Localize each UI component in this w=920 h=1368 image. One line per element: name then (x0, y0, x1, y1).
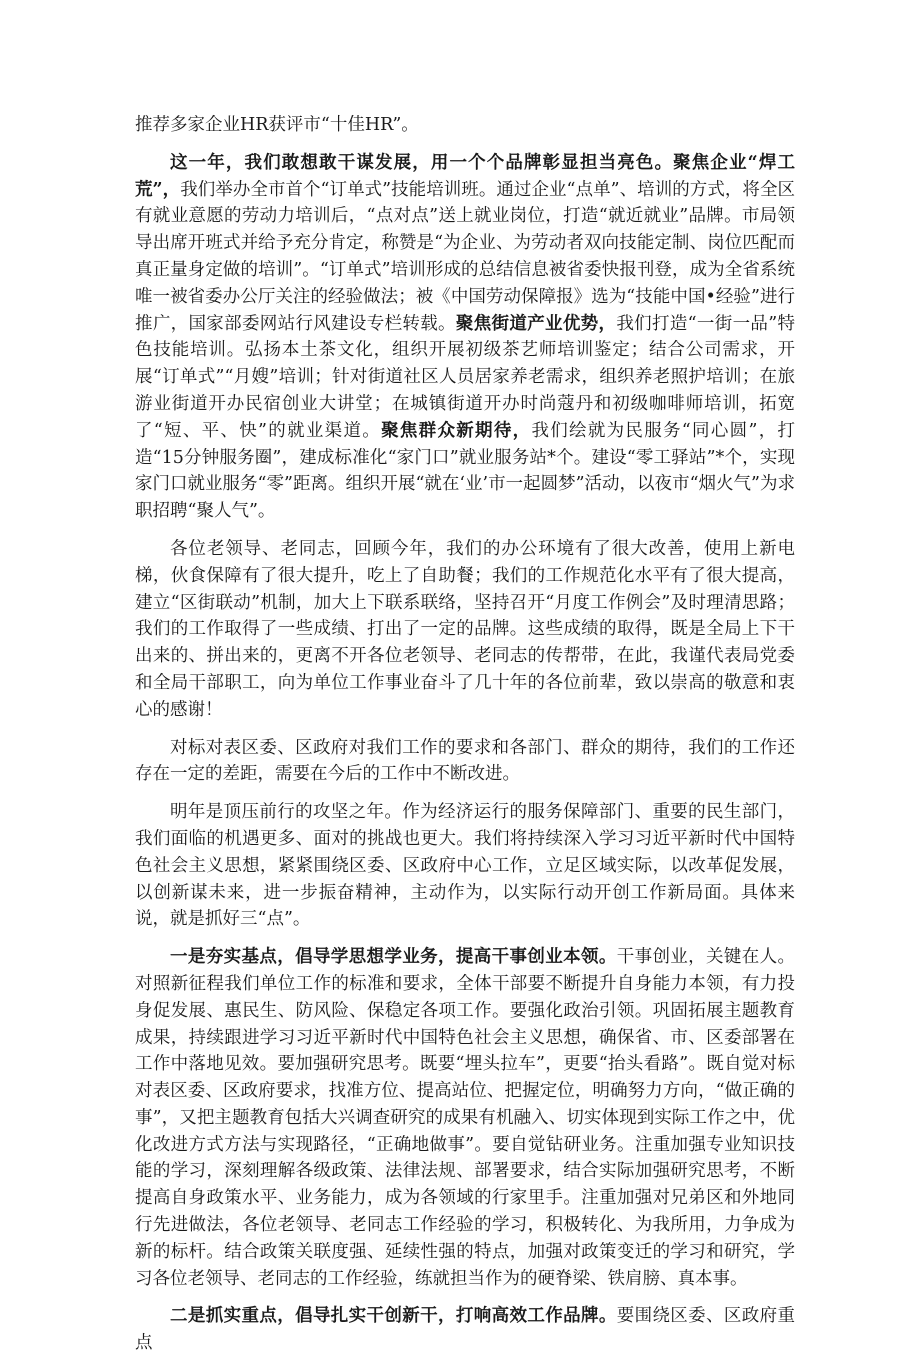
paragraph-7 (135, 1303, 795, 1357)
paragraph-4 (135, 735, 795, 789)
bold-heading-run: 这一年，我们敢想敢干谋发展，用一个个品牌彰显担当亮色。聚焦企业“焊工荒”， (135, 152, 795, 200)
text-run: 我们绘就为民服务“同心圆”，打造“15分钟服务圈”，建成标准化“家门口”就业服务站*个。建设“零工驿站”*个，实现家门口就业服务“零”距离。组织开展“就在‘业’市一起圆梦”活动，以夜市“烟火气”为求职招聘“聚人气”。 (135, 420, 795, 522)
text-run: 明年是顶压前行的攻坚之年。作为经济运行的服务保障部门、重要的民生部门，我们面临的机遇更多、面对的挑战也更大。我们将持续深入学习习近平新时代中国特色社会主义思想，紧紧围绕区委、区政府中心工作，立足区域实际，以改革促发展，以创新谋未来，进一步振奋精神，主动作为，以实际行动开创工作新局面。具体来说，就是抓好三“点”。 (135, 802, 795, 930)
text-run: 我们打造“一街一品”特色技能培训。弘扬本土茶文化，组织开展初级茶艺师培训鉴定；结合公司需求，开展“订单式”“月嫂”培训；针对街道社区人员居家养老需求，组织养老照护培训；在旅游业街道开办民宿创业大讲堂；在城镇街道开办时尚蔻丹和初级咖啡师培训，拓宽了“短、平、快”的就业渠道。 (135, 313, 796, 441)
bold-heading-run: 一是夯实基点，倡导学思想学业务，提高干事创业本领。 (170, 947, 617, 968)
paragraph-6 (135, 944, 795, 1292)
bold-heading-run: 聚焦街道产业优势， (455, 313, 617, 334)
paragraph-2 (135, 150, 795, 525)
paragraph-5 (135, 799, 795, 933)
text-run: 我们举办全市首个“订单式”技能培训班。通过企业“点单”、培训的方式，将全区有就业意愿的劳动力培训后，“点对点”送上就业岗位，打造“就近就业”品牌。市局领导出席开班式并给予充分肯定，称赞是“为企业、为劳动者双向技能定制、岗位匹配而真正量身定做的培训”。“订单式”培训形成的总结信息被省委快报刊登，成为全省系统唯一被省委办公厅关注的经验做法；被《中国劳动保障报》选为“技能中国•经验”进行推广，国家部委网站行风建设专栏转载。 (135, 179, 795, 334)
text-run: 对标对表区委、区政府对我们工作的要求和各部门、群众的期待，我们的工作还存在一定的差距，需要在今后的工作中不断改进。 (135, 737, 795, 785)
paragraph-1 (135, 112, 795, 139)
text-run: 推荐多家企业HR获评市“十佳HR”。 (135, 115, 419, 135)
text-run: 各位老领导、老同志，回顾今年，我们的办公环境有了很大改善，使用上新电梯，伙食保障有了很大提升，吃上了自助餐；我们的工作规范化水平有了很大提高，建立“区街联动”机制，加大上下联系联络，坚持召开“月度工作例会”及时理清思路；我们的工作取得了一些成绩、打出了一定的品牌。这些成绩的取得，既是全局上下干出来的、拼出来的，更离不开各位老领导、老同志的传帮带，在此，我谨代表局党委和全局干部职工，向为单位工作事业奋斗了几十年的各位前辈，致以崇高的敬意和衷心的感谢！ (135, 538, 795, 720)
text-run: 要围绕区委、区政府重点 (135, 1306, 796, 1354)
bold-heading-run: 聚焦群众新期待， (381, 420, 532, 441)
bold-heading-run: 二是抓实重点，倡导扎实干创新干，打响高效工作品牌。 (170, 1306, 617, 1327)
text-run: 干事创业，关键在人。对照新征程我们单位工作的标准和要求，全体干部要不断提升自身能力本领，有力投身促发展、惠民生、防风险、保稳定各项工作。要强化政治引领。巩固拓展主题教育成果，持续跟进学习习近平新时代中国特色社会主义思想，确保省、市、区委部署在工作中落地见效。要加强研究思考。既要“埋头拉车”，更要“抬头看路”。既自觉对标对表区委、区政府要求，找准方位、提高站位、把握定位，明确努力方向，“做正确的事”，又把主题教育包括大兴调查研究的成果有机融入、切实体现到实际工作之中，优化改进方式方法与实现路径，“正确地做事”。要自觉钻研业务。注重加强专业知识技能的学习，深刻理解各级政策、法律法规、部署要求，结合实际加强研究思考，不断提高自身政策水平、业务能力，成为各领域的行家里手。注重加强对兄弟区和外地同行先进做法，各位老领导、老同志工作经验的学习，积极转化、为我所用，力争成为新的标杆。结合政策关联度强、延续性强的特点，加强对政策变迁的学习和研究，学习各位老领导、老同志的工作经验，练就担当作为的硬脊梁、铁肩膀、真本事。 (135, 947, 796, 1289)
document-page (135, 112, 795, 1368)
paragraph-3 (135, 536, 795, 724)
